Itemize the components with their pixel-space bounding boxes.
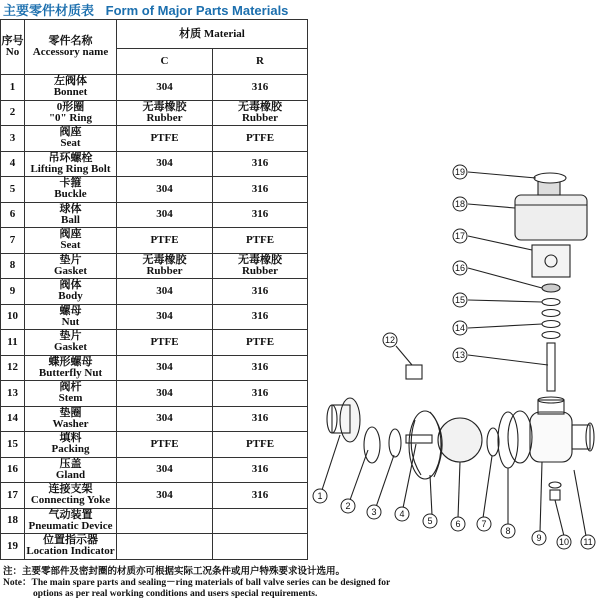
cell-no: 8 bbox=[1, 253, 25, 279]
cell-no: 5 bbox=[1, 177, 25, 203]
cell-name: 螺母 Nut bbox=[25, 304, 117, 330]
callout-17: 17 bbox=[454, 231, 466, 241]
cell-material-r: 316 bbox=[213, 406, 308, 432]
callout-7: 7 bbox=[481, 519, 487, 529]
ball bbox=[438, 418, 482, 462]
callout-19: 19 bbox=[454, 167, 466, 177]
cell-no: 12 bbox=[1, 355, 25, 381]
callout-9: 9 bbox=[536, 533, 542, 543]
cell-no: 10 bbox=[1, 304, 25, 330]
table-body bbox=[1, 75, 308, 560]
header-name: 零件名称 Accessory name bbox=[25, 20, 117, 75]
table-row bbox=[1, 177, 308, 203]
cell-no: 3 bbox=[1, 126, 25, 152]
callout-11: 11 bbox=[583, 537, 593, 547]
cell-material-c: 304 bbox=[117, 151, 213, 177]
callout-4: 4 bbox=[399, 509, 405, 519]
cell-material-c bbox=[117, 508, 213, 534]
table-row bbox=[1, 483, 308, 509]
cell-material-r: 316 bbox=[213, 151, 308, 177]
cell-no: 15 bbox=[1, 432, 25, 458]
cell-material-c: 304 bbox=[117, 304, 213, 330]
table-row bbox=[1, 330, 308, 356]
table-row bbox=[1, 304, 308, 330]
actuator-body bbox=[515, 195, 587, 240]
cell-material-r: 无毒橡胶 Rubber bbox=[213, 253, 308, 279]
cell-material-r: 316 bbox=[213, 279, 308, 305]
cell-material-c: 304 bbox=[117, 381, 213, 407]
cell-no: 19 bbox=[1, 534, 25, 560]
cell-material-r: PTFE bbox=[213, 228, 308, 254]
cell-no: 14 bbox=[1, 406, 25, 432]
table-row bbox=[1, 355, 308, 381]
callout-14: 14 bbox=[454, 323, 466, 333]
cell-name: 位置指示器 Location Indicator bbox=[26, 534, 115, 558]
cell-no: 7 bbox=[1, 228, 25, 254]
cell-material-c: PTFE bbox=[117, 126, 213, 152]
cell-material-c: 无毒橡胶 Rubber bbox=[117, 100, 213, 126]
callout-1: 1 bbox=[317, 491, 323, 501]
cell-name: 压盖 Gland bbox=[25, 457, 117, 483]
cell-name: 阀座 Seat bbox=[25, 126, 117, 152]
table-row bbox=[1, 534, 308, 560]
cell-name: 阀座 Seat bbox=[25, 228, 117, 254]
cell-material-r: 316 bbox=[213, 483, 308, 509]
cell-name: 0形圈 "0" Ring bbox=[25, 100, 117, 126]
table-row bbox=[1, 381, 308, 407]
table-row bbox=[1, 253, 308, 279]
header-no: 序号 No bbox=[1, 20, 25, 75]
cell-material-c: PTFE bbox=[117, 330, 213, 356]
callout-3: 3 bbox=[371, 507, 377, 517]
table-row bbox=[1, 228, 308, 254]
cell-no: 13 bbox=[1, 381, 25, 407]
note-cn: 注：主要零部件及密封圈的材质亦可根据实际工况条件或用户特殊要求设计选用。 bbox=[3, 567, 346, 577]
title-en: Form of Major Parts Materials bbox=[105, 3, 289, 18]
cell-no: 6 bbox=[1, 202, 25, 228]
cell-material-c: 304 bbox=[117, 483, 213, 509]
table-row bbox=[1, 406, 308, 432]
materials-table bbox=[0, 19, 308, 560]
callout-2: 2 bbox=[345, 501, 351, 511]
cell-material-r: 316 bbox=[213, 202, 308, 228]
cell-material-c: PTFE bbox=[117, 432, 213, 458]
table-row bbox=[1, 126, 308, 152]
cell-material-c: 304 bbox=[117, 355, 213, 381]
header-material: 材质 Material bbox=[117, 20, 308, 49]
title-cn: 主要零件材质表 bbox=[3, 3, 95, 18]
cell-material-r: 316 bbox=[213, 381, 308, 407]
callout-18: 18 bbox=[454, 199, 466, 209]
cell-name: 球体 Ball bbox=[25, 202, 117, 228]
cell-name: 气动装置 Pneumatic Device bbox=[25, 508, 117, 534]
cell-material-r bbox=[213, 534, 308, 560]
notes bbox=[3, 567, 443, 600]
cell-name: 阀杆 Stem bbox=[25, 381, 117, 407]
yoke bbox=[532, 245, 570, 277]
header-col-c: C bbox=[117, 49, 213, 75]
cell-no: 1 bbox=[1, 75, 25, 101]
table-header-row bbox=[1, 20, 308, 49]
cell-material-r: PTFE bbox=[213, 330, 308, 356]
callout-10: 10 bbox=[558, 537, 570, 547]
table-row bbox=[1, 202, 308, 228]
note-en-2: options as per real working conditions and users special requirements. bbox=[33, 589, 318, 599]
table-row bbox=[1, 432, 308, 458]
cell-material-r: 316 bbox=[213, 457, 308, 483]
table-row bbox=[1, 457, 308, 483]
cell-material-r: 316 bbox=[213, 75, 308, 101]
cell-material-c: 304 bbox=[117, 457, 213, 483]
cell-material-c: 304 bbox=[117, 202, 213, 228]
page-title bbox=[3, 0, 288, 17]
table-row bbox=[1, 151, 308, 177]
cell-material-r: 316 bbox=[213, 177, 308, 203]
cell-name: 阀体 Body bbox=[25, 279, 117, 305]
cell-name: 吊环螺栓 Lifting Ring Bolt bbox=[25, 151, 117, 177]
cell-no: 2 bbox=[1, 100, 25, 126]
note-en-1: Note：The main spare parts and sealing－ring materials of ball valve series can be designed for bbox=[3, 578, 391, 588]
table-row bbox=[1, 75, 308, 101]
cell-material-r: 316 bbox=[213, 355, 308, 381]
cell-no: 17 bbox=[1, 483, 25, 509]
cell-name: 填料 Packing bbox=[25, 432, 117, 458]
cell-no: 4 bbox=[1, 151, 25, 177]
cell-material-r: 316 bbox=[213, 304, 308, 330]
cell-material-c: 304 bbox=[117, 279, 213, 305]
header-col-r: R bbox=[213, 49, 308, 75]
cell-material-c: 304 bbox=[117, 406, 213, 432]
cell-name: 蝶形螺母 Butterfly Nut bbox=[25, 355, 117, 381]
cell-no: 16 bbox=[1, 457, 25, 483]
callout-6: 6 bbox=[455, 519, 461, 529]
cell-material-c: 304 bbox=[117, 177, 213, 203]
cell-name: 垫圈 Washer bbox=[25, 406, 117, 432]
cell-no: 9 bbox=[1, 279, 25, 305]
cell-material-r bbox=[213, 508, 308, 534]
cell-name: 左阀体 Bonnet bbox=[25, 75, 117, 101]
callout-5: 5 bbox=[427, 516, 433, 526]
callout-15: 15 bbox=[454, 295, 466, 305]
callout-8: 8 bbox=[505, 526, 511, 536]
callout-13: 13 bbox=[454, 350, 466, 360]
cell-material-c: PTFE bbox=[117, 228, 213, 254]
cell-name: 连接支架 Connecting Yoke bbox=[25, 483, 117, 509]
table-row bbox=[1, 100, 308, 126]
callout-16: 16 bbox=[454, 263, 466, 273]
valve-body bbox=[530, 412, 572, 462]
exploded-valve-drawing bbox=[310, 150, 600, 550]
cell-material-c: 304 bbox=[117, 75, 213, 101]
cell-material-r: PTFE bbox=[213, 126, 308, 152]
callout-12: 12 bbox=[384, 335, 396, 345]
table-row bbox=[1, 279, 308, 305]
cell-name: 垫片 Gasket bbox=[25, 253, 117, 279]
cell-no: 11 bbox=[1, 330, 25, 356]
cell-material-c bbox=[117, 534, 213, 560]
cell-no: 18 bbox=[1, 508, 25, 534]
cell-material-r: 无毒橡胶 Rubber bbox=[213, 100, 308, 126]
cell-name: 垫片 Gasket bbox=[25, 330, 117, 356]
cell-material-c: 无毒橡胶 Rubber bbox=[117, 253, 213, 279]
cell-name: 卡箍 Buckle bbox=[25, 177, 117, 203]
table-row bbox=[1, 508, 308, 534]
cell-material-r: PTFE bbox=[213, 432, 308, 458]
